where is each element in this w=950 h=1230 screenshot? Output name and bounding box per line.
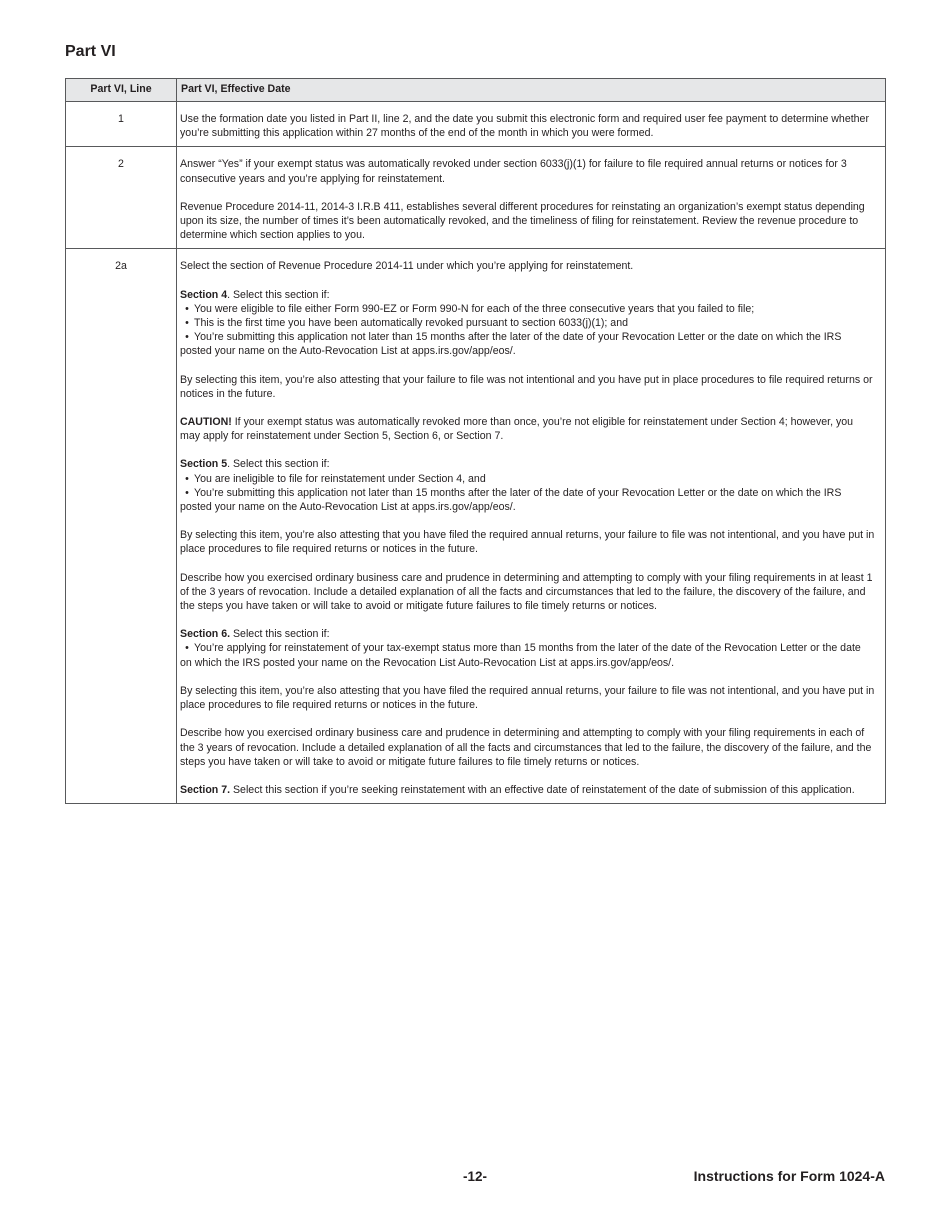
bullet-text: You’re applying for reinstatement of your tax-exempt status more than 15 months from the later of the date of the Revocation Letter or the date on which the IRS posted your name on the Revocation List Auto-Revocation List at apps.irs.gov/app/eos/. — [180, 642, 861, 669]
line-description — [177, 249, 886, 804]
section-6-intro — [180, 628, 330, 640]
table-row-line-2 — [66, 147, 886, 249]
bullet-icon: • — [185, 331, 189, 344]
bullet-icon: • — [185, 472, 189, 485]
bullet-item — [180, 472, 875, 486]
section-4-lead: . Select this section if: — [227, 288, 330, 301]
section-5-lead: . Select this section if: — [227, 458, 330, 471]
section-7-title: Section 7. — [180, 783, 231, 796]
header-line-column: Part VI, Line — [66, 79, 177, 102]
section-6-title: Section 6. — [180, 628, 231, 641]
paragraph: By selecting this item, you’re also attesting that your failure to file was not intentional and you have put in place procedures to file required returns or notices in the future. — [180, 373, 873, 400]
part-heading: Part VI — [65, 43, 116, 60]
paragraph: By selecting this item, you’re also attesting that you have filed the required annual returns, your failure to file was not intentional, and you have put in place procedures to file required returns or notices in the future. — [180, 529, 875, 556]
bullet-text: You’re submitting this application not later than 15 months after the later of the date of your Revocation Letter or the date on which the IRS posted your name on the Auto-Revocation List at apps.irs.gov/app/eos/. — [180, 486, 842, 514]
caution-paragraph — [180, 415, 875, 443]
line-number: 1 — [66, 102, 177, 147]
paragraph: Use the formation date you listed in Part II, line 2, and the date you submit this electronic form and required user fee payment to determine whether you’re submitting this application within 27 months of the end of the month in which you were formed. — [180, 113, 869, 140]
paragraph: Select the section of Revenue Procedure 2014-11 under which you’re applying for reinstatement. — [180, 260, 634, 273]
line-description — [177, 147, 886, 249]
section-5-intro — [180, 458, 330, 470]
section-5-title: Section 5 — [180, 458, 228, 471]
page-number: -12- — [462, 1169, 487, 1184]
section-4-intro — [180, 289, 330, 301]
caution-text: If your exempt status was automatically revoked more than once, you’re not eligible for reinstatement under Section 4; however, you may apply for reinstatement under Section 5, Section 6, or Section 7. — [180, 416, 854, 443]
bullet-icon: • — [185, 486, 189, 499]
instructions-table — [65, 78, 886, 804]
bullet-icon: • — [185, 317, 189, 330]
bullet-text: You are ineligible to file for reinstatement under Section 4, and — [194, 472, 486, 485]
bullet-text: You were eligible to file either Form 990-EZ or Form 990-N for each of the three consecutive years that you failed to file; — [194, 302, 755, 315]
line-number: 2 — [66, 147, 177, 249]
section-6-lead: Select this section if: — [230, 628, 330, 641]
section-5-block — [180, 457, 875, 514]
table-header-row — [66, 79, 886, 102]
header-effective-date-column: Part VI, Effective Date — [177, 79, 886, 102]
table-row-line-2a — [66, 249, 886, 804]
bullet-item — [180, 330, 875, 358]
paragraph: By selecting this item, you’re also attesting that you have filed the required annual returns, your failure to file was not intentional, and you have put in place procedures to file required returns or notices in the future. — [180, 684, 875, 712]
section-7-paragraph — [180, 783, 875, 797]
bullet-icon: • — [185, 642, 189, 655]
bullet-text: You’re submitting this application not later than 15 months after the later of the date of your Revocation Letter or the date on which the IRS posted your name on the Auto-Revocation List at apps.irs.gov/app/eos/. — [180, 331, 842, 358]
bullet-icon: • — [185, 302, 189, 315]
caution-label: CAUTION! — [180, 416, 232, 429]
bullet-item — [180, 641, 875, 669]
bullet-item — [180, 316, 875, 330]
paragraph: Describe how you exercised ordinary business care and prudence in determining and attempting to comply with your filing requirements in each of the 3 years of revocation. Include a detailed explanation of all the facts and circumstances that led to the failure, the discovery of the failure, and the steps you have taken or will take to avoid or mitigate future failures to file timely returns or notices. — [180, 727, 872, 768]
section-4-title: Section 4 — [180, 288, 228, 301]
table-row-line-1 — [66, 102, 886, 147]
section-4-block — [180, 288, 875, 359]
paragraph: Answer “Yes” if your exempt status was automatically revoked under section 6033(j)(1) for failure to file required annual returns or notices for 3 consecutive years and you’re applying for reinstatement. — [180, 158, 847, 185]
section-6-block — [180, 627, 875, 670]
paragraph: Describe how you exercised ordinary business care and prudence in determining and attempting to comply with your filing requirements in at least 1 of the 3 years of revocation. Include a detailed explanation of all the facts and circumstances that led to the failure, the discovery of the failure, and the steps you have taken or will take to avoid or mitigate future failures to file timely returns or notices. — [180, 571, 873, 613]
section-7-text: Select this section if you’re seeking reinstatement with an effective date of reinstatement of the date of submission of this application. — [230, 783, 855, 796]
document-title: Instructions for Form 1024-A — [693, 1168, 885, 1184]
bullet-item — [180, 302, 875, 316]
bullet-item — [180, 486, 875, 514]
paragraph: Revenue Procedure 2014-11, 2014-3 I.R.B 411, establishes several different procedures for reinstating an organization’s exempt status depending upon its size, the number of times it’s been automatically revoked, and the timeliness of filing for reinstatement. Review the revenue procedure to determine which section applies to you. — [180, 200, 865, 242]
line-description — [177, 102, 886, 147]
line-number: 2a — [66, 249, 177, 804]
bullet-text: This is the first time you have been automatically revoked pursuant to section 6033(j)(1); and — [194, 317, 628, 330]
